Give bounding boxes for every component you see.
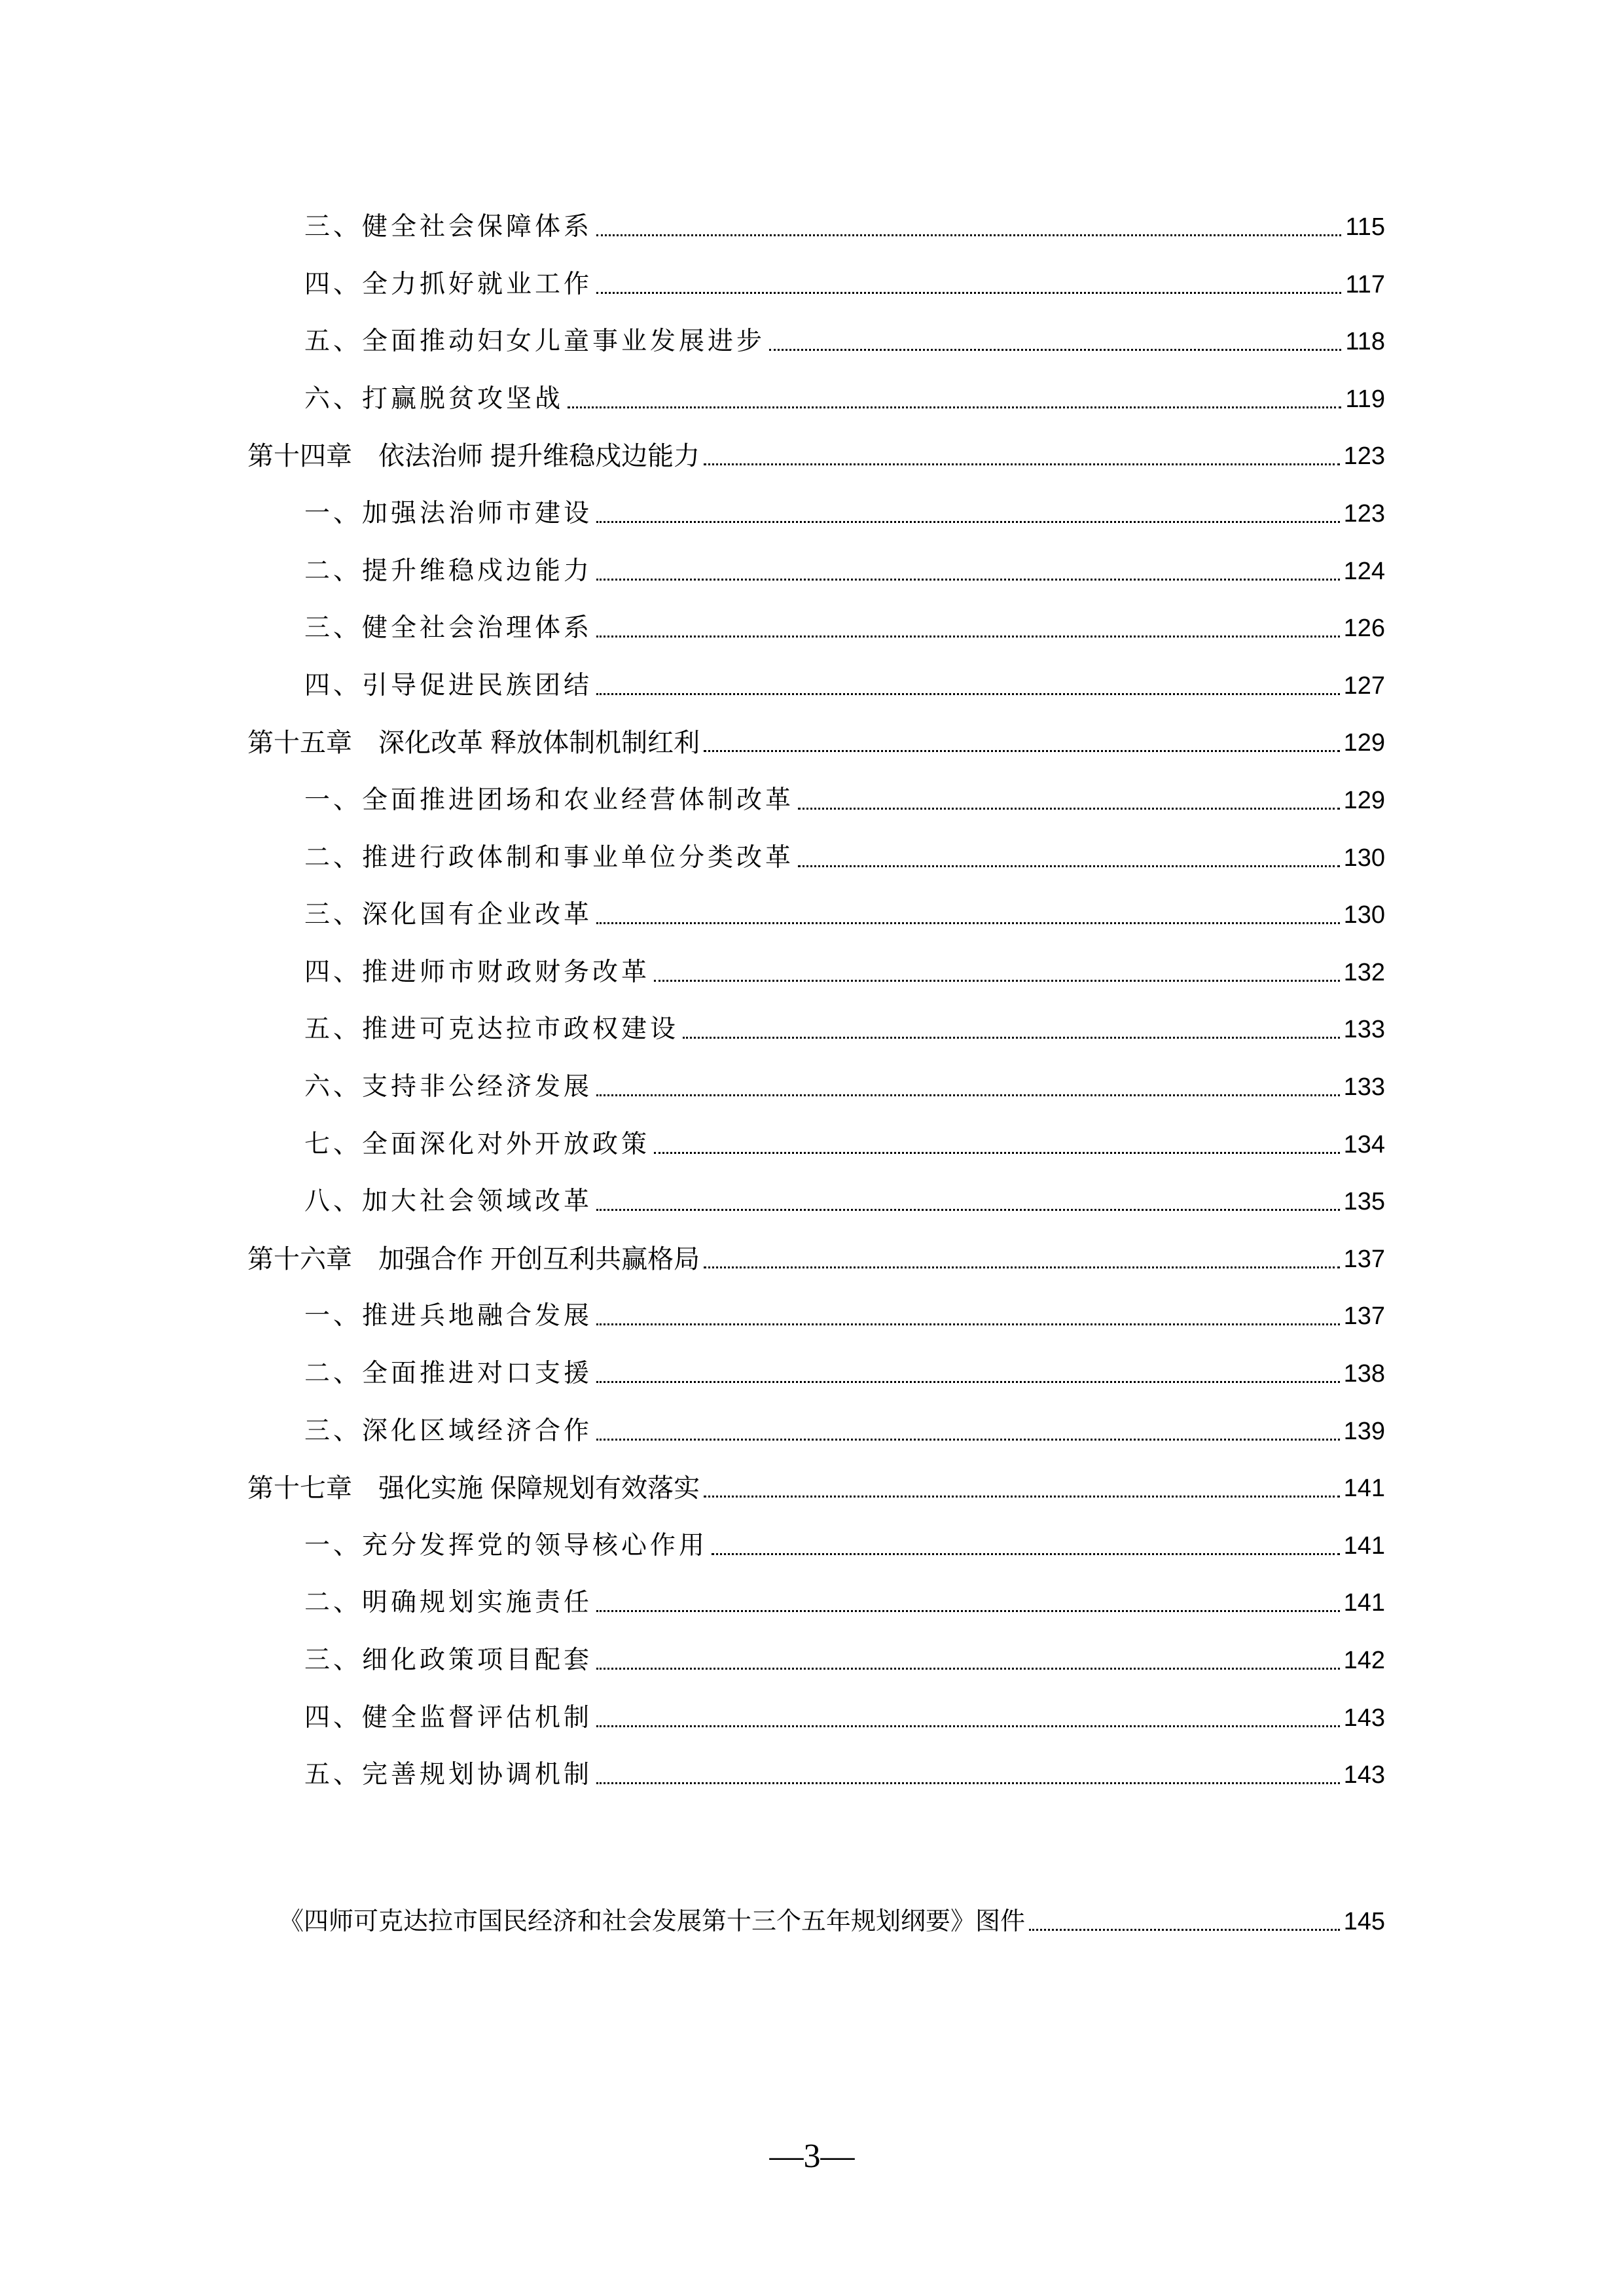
toc-dot-leader [596,1094,1340,1096]
toc-entry-title: 三、深化区域经济合作 [304,1416,593,1446]
toc-entry-page: 139 [1343,1418,1385,1445]
toc-dot-leader [596,1380,1340,1383]
toc-dot-leader [596,234,1341,236]
toc-entry-page: 132 [1343,959,1385,986]
toc-entry-title: 一、推进兵地融合发展 [304,1301,593,1331]
toc-section-entry[interactable] [304,662,1385,703]
toc-entry-page: 137 [1343,1302,1385,1330]
toc-entry-page: 133 [1343,1073,1385,1101]
toc-chapter-entry[interactable] [247,1465,1385,1505]
toc-section-entry[interactable] [304,490,1385,531]
toc-entry-title: 二、推进行政体制和事业单位分类改革 [304,843,795,872]
toc-entry-page: 119 [1345,386,1385,413]
toc-section-entry[interactable] [304,891,1385,932]
toc-dot-leader [1029,1928,1340,1931]
toc-section-entry[interactable] [304,1006,1385,1047]
toc-section-entry[interactable] [304,1293,1385,1333]
toc-section-entry[interactable] [304,1695,1385,1735]
toc-dot-leader [798,807,1340,810]
toc-entry-title: 第十四章 依法治师 提升维稳戍边能力 [247,442,700,471]
toc-entry-title: 五、完善规划协调机制 [304,1760,593,1789]
toc-entry-page: 115 [1345,213,1385,241]
toc-entry-title: 二、全面推进对口支援 [304,1359,593,1388]
toc-entry-page: 129 [1343,729,1385,757]
toc-dot-leader [654,1151,1340,1154]
toc-entry-page: 137 [1343,1246,1385,1273]
toc-entry-page: 134 [1343,1131,1385,1158]
toc-entry-title: 第十七章 强化实施 保障规划有效落实 [247,1474,700,1503]
toc-entry-title: 八、加大社会领域改革 [304,1187,593,1216]
toc-dot-leader [596,578,1340,581]
toc-chapter-entry[interactable] [247,1236,1385,1276]
toc-dot-leader [596,1725,1340,1727]
toc-dot-leader [704,749,1339,752]
toc-dot-leader [596,1667,1340,1670]
toc-section-entry[interactable] [304,1637,1385,1677]
toc-section-entry[interactable] [304,204,1385,244]
toc-section-entry[interactable] [304,1522,1385,1563]
toc-entry-page: 142 [1343,1647,1385,1674]
toc-section-entry[interactable] [304,376,1385,416]
toc-dot-leader [712,1552,1340,1555]
toc-section-entry[interactable] [304,777,1385,817]
toc-chapter-entry[interactable] [247,433,1385,473]
toc-section-entry[interactable] [304,1408,1385,1448]
toc-dot-leader [596,922,1340,924]
toc-chapter-entry[interactable] [247,719,1385,760]
toc-dot-leader [596,1782,1340,1784]
toc-entry-title: 二、明确规划实施责任 [304,1588,593,1617]
toc-entry-title: 三、细化政策项目配套 [304,1645,593,1675]
toc-section-entry[interactable] [304,1064,1385,1104]
toc-entry-title: 第十五章 深化改革 释放体制机制红利 [247,728,700,757]
toc-entry-title: 五、全面推动妇女儿童事业发展进步 [304,327,766,356]
toc-entry-page: 123 [1343,442,1385,470]
toc-dot-leader [596,692,1340,695]
toc-entry-title: 二、提升维稳戍边能力 [304,556,593,586]
toc-section-entry[interactable] [304,1751,1385,1792]
toc-entry-title: 三、健全社会保障体系 [304,212,593,242]
toc-entry-page: 118 [1345,328,1385,355]
toc-entry-title: 三、健全社会治理体系 [304,613,593,643]
toc-entry-page: 138 [1343,1360,1385,1388]
toc-entry-title: 三、深化国有企业改革 [304,900,593,929]
toc-entry-title: 五、推进可克达拉市政权建设 [304,1014,679,1044]
toc-entry-page: 129 [1343,787,1385,814]
toc-dot-leader [596,1438,1340,1441]
toc-entry-page: 126 [1343,615,1385,642]
toc-entry-page: 130 [1343,901,1385,929]
toc-entry-page: 123 [1343,500,1385,528]
toc-dot-leader [596,635,1340,637]
toc-entry-title: 六、支持非公经济发展 [304,1072,593,1102]
toc-entry-title: 第十六章 加强合作 开创互利共赢格局 [247,1245,700,1274]
toc-entry-page: 124 [1343,558,1385,585]
toc-entry-title: 四、全力抓好就业工作 [304,270,593,299]
toc-dot-leader [596,291,1341,294]
toc-dot-leader [769,348,1341,351]
toc-section-entry[interactable] [304,1579,1385,1620]
toc-entry-page: 135 [1343,1188,1385,1215]
toc-entry-title: 四、引导促进民族团结 [304,671,593,700]
toc-entry-page: 145 [1343,1908,1385,1935]
toc-entry-page: 127 [1343,672,1385,700]
toc-entry-page: 133 [1343,1016,1385,1043]
toc-dot-leader [798,865,1340,867]
toc-entry-title: 一、充分发挥党的领导核心作用 [304,1531,708,1560]
toc-appendix-entry[interactable] [279,1898,1385,1939]
toc-dot-leader [568,406,1341,408]
toc-section-entry[interactable] [304,834,1385,875]
toc-entry-page: 141 [1343,1532,1385,1560]
toc-dot-leader [704,1495,1339,1498]
toc-dot-leader [596,1609,1340,1612]
toc-section-entry[interactable] [304,949,1385,990]
toc-section-entry[interactable] [304,261,1385,302]
toc-entry-title: 一、加强法治师市建设 [304,499,593,528]
toc-dot-leader [704,463,1339,465]
toc-entry-title: 七、全面深化对外开放政策 [304,1130,651,1159]
toc-entry-page: 143 [1343,1761,1385,1789]
toc-section-entry[interactable] [304,318,1385,359]
toc-entry-title: 一、全面推进团场和农业经营体制改革 [304,785,795,815]
toc-entry-page: 117 [1345,271,1385,298]
page-number: —3— [769,2138,855,2175]
toc-section-entry[interactable] [304,1121,1385,1162]
toc-dot-leader [683,1036,1340,1039]
toc-entry-page: 143 [1343,1704,1385,1732]
toc-entry-page: 141 [1343,1475,1385,1502]
toc-entry-title: 四、健全监督评估机制 [304,1703,593,1732]
toc-section-entry[interactable] [304,548,1385,588]
toc-dot-leader [596,1208,1340,1211]
toc-dot-leader [596,520,1340,523]
toc-entry-page: 130 [1343,844,1385,872]
toc-section-entry[interactable] [304,605,1385,645]
toc-dot-leader [596,1323,1340,1325]
toc-entry-page: 141 [1343,1589,1385,1617]
toc-dot-leader [704,1266,1339,1268]
toc-section-entry[interactable] [304,1178,1385,1219]
toc-entry-title: 《四师可克达拉市国民经济和社会发展第十三个五年规划纲要》图件 [279,1908,1026,1935]
toc-entry-title: 四、推进师市财政财务改革 [304,958,651,987]
toc-dot-leader [654,979,1340,982]
toc-entry-title: 六、打赢脱贫攻坚战 [304,384,564,414]
toc-section-entry[interactable] [304,1350,1385,1391]
